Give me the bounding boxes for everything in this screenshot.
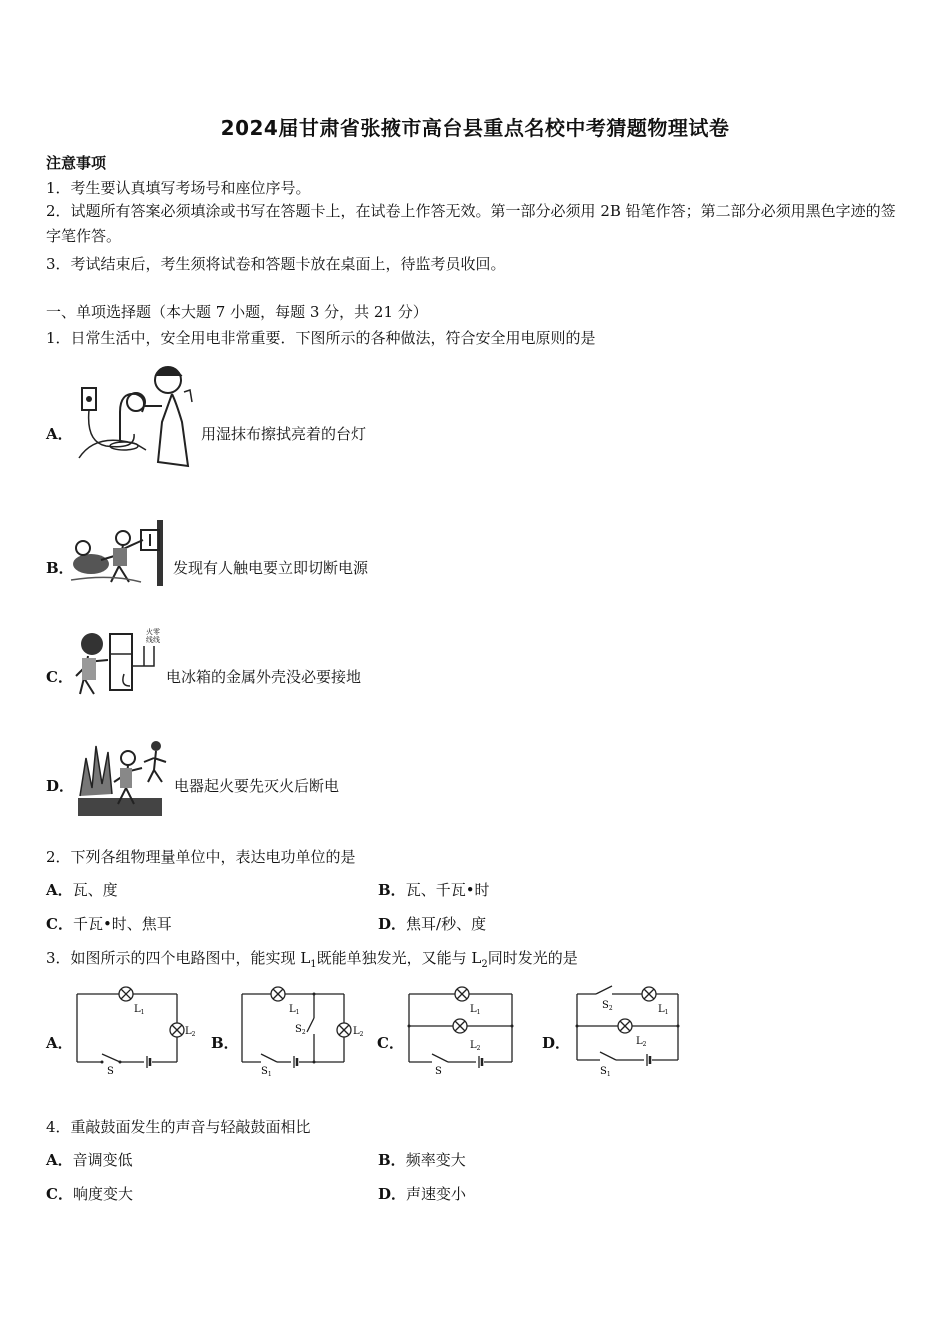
q1-option-a-label: A． xyxy=(46,425,73,443)
page-title: 2024届甘肃省张掖市高台县重点名校中考猜题物理试卷 xyxy=(220,116,730,140)
q2-option-c-label: C． xyxy=(46,915,73,933)
circuit-d-s2-label: $S_2$ xyxy=(602,1000,613,1012)
q3-label-b: B． xyxy=(211,1034,239,1052)
section-heading: 一、单项选择题（本大题 7 小题，每题 3 分，共 21 分） xyxy=(46,303,428,321)
q2-option-d xyxy=(378,913,486,934)
q1-option-a-text: 用湿抹布擦拭亮着的台灯 xyxy=(201,425,367,443)
circuit-d-s1-label: $S_1$ xyxy=(600,1066,611,1078)
circuit-a-l2-label: $L_2$ xyxy=(185,1026,196,1038)
q2-option-b-text: 瓦、千瓦•时 xyxy=(405,881,490,899)
q3-sub2: 2 xyxy=(481,959,488,970)
notice-item-1: 1．考生要认真填写考场号和座位序号。 xyxy=(46,179,311,197)
electric-shock-illustration xyxy=(71,518,169,588)
q3-stem xyxy=(46,947,578,970)
q2-option-c xyxy=(46,913,172,934)
q4-option-c-text: 响度变大 xyxy=(72,1185,133,1203)
q4-option-c xyxy=(46,1183,133,1204)
q3-label-a: A． xyxy=(46,1034,73,1052)
circuit-c-diagram xyxy=(408,986,518,1076)
q1-option-d-label: D． xyxy=(46,777,75,795)
circuit-b-s2-label: $S_2$ xyxy=(295,1024,306,1036)
q2-option-d-text: 焦耳/秒、度 xyxy=(406,915,487,933)
q1-option-d-text: 电器起火要先灭火后断电 xyxy=(174,777,340,795)
q2-option-b-label: B． xyxy=(378,881,406,899)
q4-option-d-label: D． xyxy=(378,1185,407,1203)
notice-item-3: 3．考试结束后，考生须将试卷和答题卡放在桌面上，待监考员收回。 xyxy=(46,255,506,273)
q4-option-a-text: 音调变低 xyxy=(72,1151,133,1169)
circuit-a-diagram xyxy=(76,986,196,1077)
q3-sub1: 1 xyxy=(310,959,317,970)
circuit-b-l2-label: $L_2$ xyxy=(353,1026,364,1038)
circuit-d-diagram xyxy=(576,984,688,1078)
circuit-a-s-label: S xyxy=(107,1066,114,1077)
q1-option-c-text: 电冰箱的金属外壳没必要接地 xyxy=(166,668,362,686)
q2-option-c-text: 千瓦•时、焦耳 xyxy=(72,915,172,933)
q2-option-a xyxy=(46,879,118,900)
q1-option-c-label: C． xyxy=(46,668,73,686)
notice-heading: 注意事项 xyxy=(46,154,107,172)
notice-item-2: 2．试题所有答案必须填涂或书写在答题卡上，在试卷上作答无效。第一部分必须用 2B 铅笔作答；第二部分必须用黑色字迹的签字笔作答。 xyxy=(46,202,896,245)
q3-stem-post: 同时发光的是 xyxy=(487,949,578,967)
q2-option-b xyxy=(378,879,490,900)
q4-stem: 4．重敲鼓面发生的声音与轻敲鼓面相比 xyxy=(46,1118,311,1136)
q4-option-b xyxy=(378,1149,466,1170)
circuit-b-l1-label: $L_1$ xyxy=(289,1004,300,1016)
q1-option-b-text: 发现有人触电要立即切断电源 xyxy=(173,559,369,577)
circuit-d-l2-label: $L_2$ xyxy=(636,1036,647,1048)
q4-option-a-label: A． xyxy=(46,1151,73,1169)
q4-option-c-label: C． xyxy=(46,1185,73,1203)
q1-stem: 1．日常生活中，安全用电非常重要．下图所示的各种做法，符合安全用电原则的是 xyxy=(46,329,596,347)
q3-stem-pre: 3．如图所示的四个电路图中，能实现 L xyxy=(46,949,311,967)
fridge-wire-caption: 火零线线 xyxy=(146,628,160,644)
circuit-b-s1-label: $S_1$ xyxy=(261,1066,272,1078)
q4-option-a xyxy=(46,1149,133,1170)
circuit-c-s-label: S xyxy=(435,1066,442,1077)
q3-label-c: C． xyxy=(377,1034,404,1052)
circuit-c-l2-label: $L_2$ xyxy=(470,1040,481,1052)
q3-label-d: D． xyxy=(542,1034,571,1052)
circuit-b-diagram xyxy=(241,986,363,1076)
q1-option-b-label: B． xyxy=(46,559,74,577)
circuit-c-l1-label: $L_1$ xyxy=(470,1004,481,1016)
circuit-a-l1-label: $L_1$ xyxy=(134,1004,145,1016)
q2-option-d-label: D． xyxy=(378,915,407,933)
q3-stem-mid: 既能单独发光，又能与 L xyxy=(316,949,482,967)
circuit-d-l1-label: $L_1$ xyxy=(658,1004,669,1016)
lamp-wiping-illustration xyxy=(76,362,198,470)
q2-option-a-text: 瓦、度 xyxy=(72,881,118,899)
q4-option-b-label: B． xyxy=(378,1151,406,1169)
electrical-fire-illustration xyxy=(76,738,168,818)
q2-option-a-label: A． xyxy=(46,881,73,899)
q2-stem: 2．下列各组物理量单位中，表达电功单位的是 xyxy=(46,848,356,866)
q4-option-d xyxy=(378,1183,466,1204)
q4-option-b-text: 频率变大 xyxy=(405,1151,466,1169)
q4-option-d-text: 声速变小 xyxy=(406,1185,467,1203)
